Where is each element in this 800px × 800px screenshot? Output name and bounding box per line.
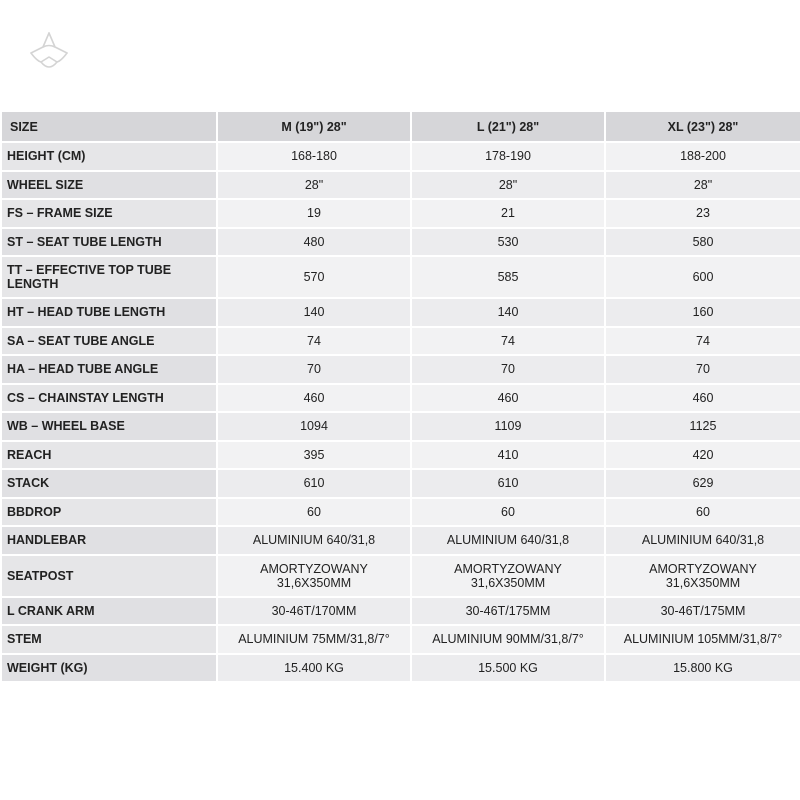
row-value-cell: 74 <box>218 328 410 355</box>
table-row <box>2 328 800 355</box>
table-header-row <box>2 112 800 141</box>
size-header-l: L (21") 28" <box>412 112 604 141</box>
row-label: SEATPOST <box>2 556 216 596</box>
row-value-cell: 410 <box>412 442 604 469</box>
row-value-cell: 30-46T/170MM <box>218 598 410 625</box>
row-value-cell: 610 <box>412 470 604 497</box>
row-label: WEIGHT (KG) <box>2 655 216 682</box>
row-value-cell: 140 <box>412 299 604 326</box>
row-value-cell: 74 <box>606 328 800 355</box>
row-value-cell: 60 <box>218 499 410 526</box>
row-value-cell: 28" <box>606 172 800 199</box>
table-row <box>2 200 800 227</box>
row-value-cell: 28" <box>412 172 604 199</box>
table-row <box>2 499 800 526</box>
size-header-label: SIZE <box>2 112 216 141</box>
table-row <box>2 385 800 412</box>
row-label: REACH <box>2 442 216 469</box>
row-label: ST – SEAT TUBE LENGTH <box>2 229 216 256</box>
row-label: STEM <box>2 626 216 653</box>
row-label: STACK <box>2 470 216 497</box>
table-row <box>2 413 800 440</box>
row-value-cell: 74 <box>412 328 604 355</box>
row-value-cell: ALUMINIUM 640/31,8 <box>606 527 800 554</box>
row-value-cell: 530 <box>412 229 604 256</box>
row-value-cell: 70 <box>412 356 604 383</box>
table-row <box>2 172 800 199</box>
table-row <box>2 356 800 383</box>
row-value-cell: AMORTYZOWANY 31,6X350MM <box>412 556 604 596</box>
row-label: WHEEL SIZE <box>2 172 216 199</box>
row-label: CS – CHAINSTAY LENGTH <box>2 385 216 412</box>
row-value-cell: ALUMINIUM 75MM/31,8/7° <box>218 626 410 653</box>
geometry-table <box>0 110 800 683</box>
row-value-cell: 460 <box>412 385 604 412</box>
row-value-cell: 460 <box>606 385 800 412</box>
row-value-cell: AMORTYZOWANY 31,6X350MM <box>218 556 410 596</box>
table-row <box>2 598 800 625</box>
table-row <box>2 626 800 653</box>
row-label: SA – SEAT TUBE ANGLE <box>2 328 216 355</box>
row-value-cell: 70 <box>218 356 410 383</box>
size-header-xl: XL (23") 28" <box>606 112 800 141</box>
row-value-cell: 395 <box>218 442 410 469</box>
row-value-cell: ALUMINIUM 90MM/31,8/7° <box>412 626 604 653</box>
row-label: FS – FRAME SIZE <box>2 200 216 227</box>
table-row <box>2 257 800 297</box>
row-value-cell: 23 <box>606 200 800 227</box>
row-label: WB – WHEEL BASE <box>2 413 216 440</box>
row-value-cell: 420 <box>606 442 800 469</box>
row-value-cell: 168-180 <box>218 143 410 170</box>
row-value-cell: 580 <box>606 229 800 256</box>
table-row <box>2 229 800 256</box>
table-row <box>2 299 800 326</box>
row-value-cell: 28" <box>218 172 410 199</box>
row-value-cell: 30-46T/175MM <box>412 598 604 625</box>
row-value-cell: 460 <box>218 385 410 412</box>
row-value-cell: 19 <box>218 200 410 227</box>
row-value-cell: 15.800 KG <box>606 655 800 682</box>
table-row <box>2 655 800 682</box>
size-header-m: M (19") 28" <box>218 112 410 141</box>
row-label: HANDLEBAR <box>2 527 216 554</box>
row-value-cell: 610 <box>218 470 410 497</box>
row-value-cell: 480 <box>218 229 410 256</box>
row-value-cell: 585 <box>412 257 604 297</box>
row-value-cell: 140 <box>218 299 410 326</box>
row-value-cell: 600 <box>606 257 800 297</box>
row-value-cell: 188-200 <box>606 143 800 170</box>
row-value-cell: 15.500 KG <box>412 655 604 682</box>
row-value-cell: 178-190 <box>412 143 604 170</box>
row-value-cell: ALUMINIUM 640/31,8 <box>412 527 604 554</box>
row-value-cell: 1125 <box>606 413 800 440</box>
row-value-cell: 70 <box>606 356 800 383</box>
row-value-cell: ALUMINIUM 105MM/31,8/7° <box>606 626 800 653</box>
table-row <box>2 143 800 170</box>
row-value-cell: 15.400 KG <box>218 655 410 682</box>
table-row <box>2 556 800 596</box>
row-label: HA – HEAD TUBE ANGLE <box>2 356 216 383</box>
row-label: HEIGHT (CM) <box>2 143 216 170</box>
row-value-cell: 1109 <box>412 413 604 440</box>
row-label: L CRANK ARM <box>2 598 216 625</box>
table-body <box>2 143 800 681</box>
row-value-cell: ALUMINIUM 640/31,8 <box>218 527 410 554</box>
table-row <box>2 442 800 469</box>
brand-logo-icon <box>29 31 69 71</box>
table-row <box>2 527 800 554</box>
row-value-cell: 570 <box>218 257 410 297</box>
row-value-cell: 60 <box>606 499 800 526</box>
row-value-cell: 21 <box>412 200 604 227</box>
row-value-cell: 60 <box>412 499 604 526</box>
row-value-cell: AMORTYZOWANY 31,6X350MM <box>606 556 800 596</box>
row-label: TT – EFFECTIVE TOP TUBE LENGTH <box>2 257 216 297</box>
row-value-cell: 629 <box>606 470 800 497</box>
row-value-cell: 160 <box>606 299 800 326</box>
row-value-cell: 30-46T/175MM <box>606 598 800 625</box>
row-value-cell: 1094 <box>218 413 410 440</box>
table-row <box>2 470 800 497</box>
row-label: HT – HEAD TUBE LENGTH <box>2 299 216 326</box>
row-label: BBDROP <box>2 499 216 526</box>
